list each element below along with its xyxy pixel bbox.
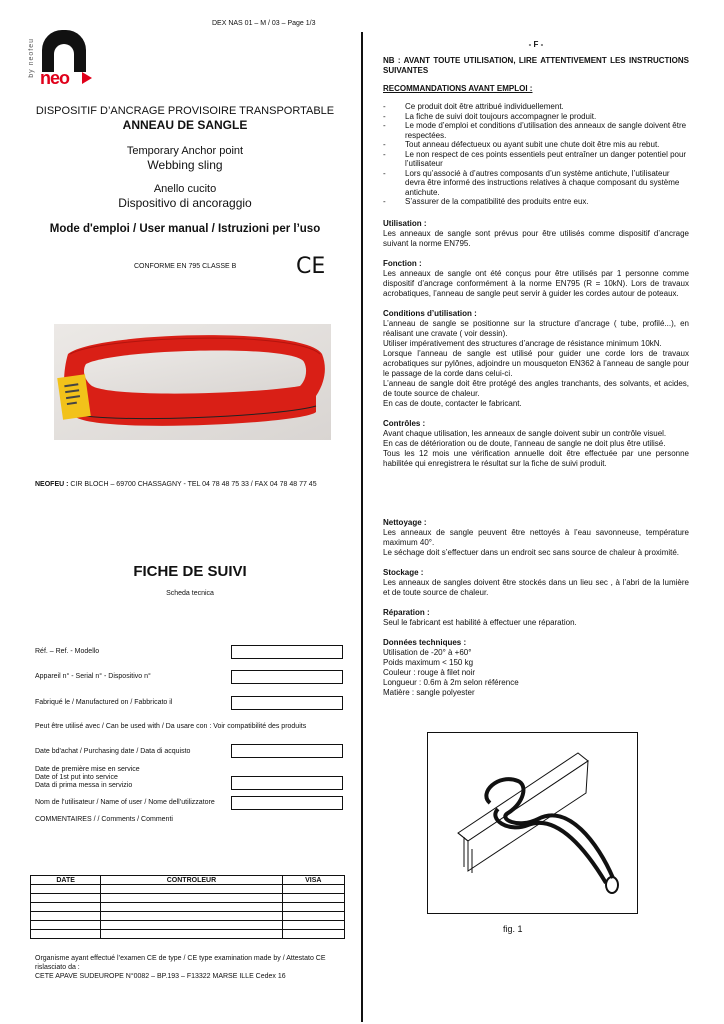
manufacturer-address: [35, 480, 317, 489]
product-photo: [54, 324, 331, 440]
reparation-text: Seul le fabricant est habilité à effectuer une réparation.: [383, 618, 577, 627]
anchor-drawing: [428, 733, 637, 913]
list-item: - Le non respect de ces points essentiels peut entraîner un danger potentiel pour l’utilisateur: [383, 150, 689, 169]
controles-text-2: En cas de détérioration ou de doute, l’anneau de sangle ne doit plus être utilisé.: [383, 438, 666, 448]
conditions-text-1: L’anneau de sangle se positionne sur la structure d’ancrage ( tube, profilé...), en réalisant une cravate ( voir dessin).: [383, 318, 689, 338]
address-label: NEOFEU :: [35, 481, 69, 488]
nettoyage-title: Nettoyage :: [383, 518, 427, 527]
table-row: [31, 903, 345, 912]
list-item: - Ce produit doit être attribué individuellement.: [383, 102, 689, 112]
nettoyage-text-1: Les anneaux de sangle peuvent être nettoyés à l’eau savonneuse, température maximum 40°.: [383, 528, 689, 547]
list-item: - Le mode d’emploi et conditions d’utilisation des anneaux de sangle doivent être respectées.: [383, 121, 689, 140]
conditions-title: Conditions d’utilisation :: [383, 308, 477, 318]
figure-1: [427, 732, 638, 914]
language-marker: - F -: [528, 40, 544, 49]
list-item: - Lors qu’associé à d’autres composants d’un système antichute, l’utilisateur devra être informé des instructions relatives à chaque composant du système antichute.: [383, 169, 689, 198]
list-item: - Tout anneau défectueux ou ayant subit une chute doit être mis au rebut.: [383, 140, 689, 150]
list-item: - La fiche de suivi doit toujours accompagner le produit.: [383, 112, 689, 122]
serial-field[interactable]: [231, 670, 343, 684]
address-text: CIR BLOCH – 69700 CHASSAGNY - TEL 04 78 48 75 33 / FAX 04 78 48 77 45: [68, 481, 317, 488]
tech-data-2: Poids maximum < 150 kg: [383, 658, 474, 667]
tech-data-5: Matière : sangle polyester: [383, 688, 475, 697]
utilisation-title: Utilisation :: [383, 218, 427, 228]
compatibility-label: Peut être utilisé avec / Can be used with / Da usare con : Voir compatibilité des produits: [35, 723, 307, 730]
tech-data-4: Longueur : 0.6m à 2m selon référence: [383, 678, 519, 687]
first-service-label: Date de première mise en service Date of 1st put into service Data di prima messa in servizio: [35, 766, 140, 789]
neofeu-logo: [28, 30, 100, 88]
purchase-date-field[interactable]: [231, 744, 343, 758]
controles-text-1: Avant chaque utilisation, les anneaux de sangle doivent subir un contrôle visuel.: [383, 428, 667, 438]
manufactured-label: Fabriqué le / Manufactured on / Fabbricato il: [35, 699, 173, 706]
conditions-text-3: Lorsque l’anneau de sangle est utilisé pour guider une corde lors de travaux acrobatiques sur pylônes, adjoindre un mousqueton EN362 à l’anneau de sangle pour le passage de la corde dans celui-ci.: [383, 348, 689, 378]
table-row: [31, 894, 345, 903]
title-fr: DISPOSITIF D’ANCRAGE PROVISOIRE TRANSPORTABLE: [35, 105, 335, 117]
tech-data-3: Couleur : rouge à filet noir: [383, 668, 476, 677]
conditions-text-2: Utiliser impérativement des structures d’ancrage de résistance minimum 10kN.: [383, 338, 662, 348]
webbing-sling-image: [54, 324, 331, 440]
utilisation-text: Les anneaux de sangle sont prévus pour être utilisés comme dispositif d’ancrage suivant la norme EN795.: [383, 228, 689, 248]
reparation-title: Réparation :: [383, 608, 430, 617]
title-en-1: Temporary Anchor point: [126, 145, 244, 157]
comments-label: COMMENTAIRES / / Comments / Commenti: [35, 816, 173, 823]
ref-label: Réf. – Ref. - Modello: [35, 648, 100, 655]
ref-field[interactable]: [231, 645, 343, 659]
inspection-table: [30, 875, 345, 939]
title-it-2: Dispositivo di ancoraggio: [118, 196, 252, 210]
title-product: ANNEAU DE SANGLE: [122, 118, 248, 132]
tech-data-title: Données techniques :: [383, 638, 467, 647]
title-block: [30, 105, 340, 211]
fiche-title: FICHE DE SUIVI: [133, 563, 247, 580]
nettoyage-text-2: Le séchage doit s’effectuer dans un endroit sec sans source de chaleur à proximité.: [383, 548, 680, 557]
stockage-title: Stockage :: [383, 568, 424, 577]
recommendations-list: [383, 102, 689, 207]
fonction-title: Fonction :: [383, 258, 422, 268]
tech-data-1: Utilisation de -20° à +60°: [383, 648, 472, 657]
title-it-1: Anello cucito: [153, 183, 217, 195]
first-service-field[interactable]: [231, 776, 343, 790]
controller-header: CONTROLEUR: [101, 876, 282, 885]
user-name-label: Nom de l’utilisateur / Name of user / Nome dell’utilizzatore: [35, 799, 215, 806]
date-header: DATE: [31, 876, 101, 885]
table-row: [31, 912, 345, 921]
controles-title: Contrôles :: [383, 418, 426, 428]
conformity-text: CONFORME EN 795 CLASSE B: [134, 263, 237, 270]
table-row: [31, 930, 345, 939]
list-item: - S’assurer de la compatibilité des produits entre eux.: [383, 197, 689, 207]
figure-caption: fig. 1: [503, 924, 523, 934]
fonction-text: Les anneaux de sangle ont été conçus pour être utilisés par 1 personne comme dispositif d’ancrage conformément à la norme EN795 (R = 10kN). Lors de travaux acrobatiques, l’anneau de sangle peut servir à guider les cordes autour de poteaux.: [383, 268, 689, 298]
user-name-field[interactable]: [231, 796, 343, 810]
logo-arrow-icon: [82, 72, 92, 84]
controles-text-3: Tous les 12 mois une vérification annuelle doit être effectuée par une personne habilitée qui enregistrera le résultat sur la fiche de suivi produit.: [383, 448, 689, 468]
table-row: [31, 885, 345, 894]
nb-warning: NB : AVANT TOUTE UTILISATION, LIRE ATTENTIVEMENT LES INSTRUCTIONS SUIVANTES: [383, 56, 689, 75]
table-row: [31, 921, 345, 930]
title-en-2: Webbing sling: [147, 158, 223, 172]
table-header-row: [31, 876, 345, 885]
manual-title: Mode d'emploi / User manual / Istruzioni per l’uso: [49, 223, 321, 235]
serial-label: Appareil n° - Serial n° - Dispositivo n°: [35, 673, 151, 680]
instructions-column: [383, 40, 689, 469]
column-divider: [361, 32, 363, 1022]
ce-mark-icon: CE: [296, 254, 326, 279]
conditions-text-4: L’anneau de sangle doit être protégé des angles tranchants, des solvants, et acides, de toute source de chaleur.: [383, 378, 689, 398]
recommendations-title: RECOMMANDATIONS AVANT EMPLOI :: [383, 84, 533, 93]
instructions-column-lower: [383, 518, 689, 698]
logo-byline: by neofeu: [28, 38, 35, 78]
fiche-subtitle: Scheda tecnica: [166, 590, 214, 597]
certification-body: Organisme ayant effectué l’examen CE de type / CE type examination made by / Attestato CE rislasciato da : CETE APAVE SUDEUROPE N°0082 – BP.193 – F13322 MARSE ILLE Cedex 16: [35, 955, 326, 980]
document-reference: DEX NAS 01 – M / 03 – Page 1/3: [212, 20, 316, 27]
visa-header: VISA: [282, 876, 344, 885]
conditions-text-5: En cas de doute, contacter le fabricant.: [383, 398, 522, 408]
manufactured-field[interactable]: [231, 696, 343, 710]
purchase-date-label: Date bd'achat / Purchasing date / Data di acquisto: [35, 748, 191, 755]
stockage-text: Les anneaux de sangles doivent être stockés dans un lieu sec , à l’abri de la lumière et de toute source de chaleur.: [383, 578, 689, 597]
logo-brand: neo: [40, 68, 70, 88]
